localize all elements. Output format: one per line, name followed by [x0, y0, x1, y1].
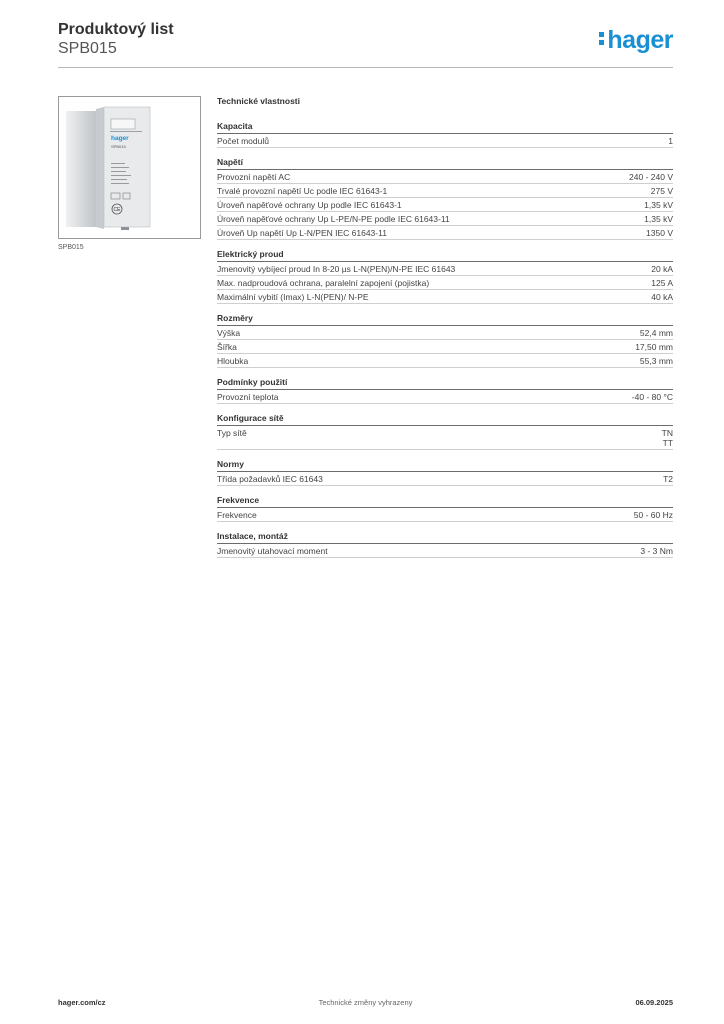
spec-value — [640, 546, 673, 556]
spec-row — [217, 226, 673, 240]
footer-date: 06.09.2025 — [635, 998, 673, 1007]
spec-label: Trvalé provozní napětí Uc podle IEC 61643-1 — [217, 186, 388, 196]
spec-label: Úroveň napěťové ochrany Up L-PE/N-PE podle IEC 61643-11 — [217, 214, 450, 224]
spec-label: Frekvence — [217, 510, 257, 520]
spec-value-line: 1,35 kV — [644, 200, 673, 210]
spec-label: Provozní napětí AC — [217, 172, 291, 182]
spec-value — [663, 474, 673, 484]
spec-section-title: Rozměry — [217, 313, 673, 326]
spec-value — [634, 510, 673, 520]
spec-label: Max. nadproudová ochrana, paralelní zapojení (pojistka) — [217, 278, 430, 288]
spec-row — [217, 170, 673, 184]
spec-value-line: 125 A — [651, 278, 673, 288]
spec-label: Třída požadavků IEC 61643 — [217, 474, 323, 484]
spec-label: Šířka — [217, 342, 237, 352]
spec-row — [217, 390, 673, 404]
spec-section — [217, 459, 673, 486]
spec-value-line: 1,35 kV — [644, 214, 673, 224]
spec-value — [640, 356, 673, 366]
spec-row — [217, 290, 673, 304]
spec-row — [217, 212, 673, 226]
spec-section-title: Elektrický proud — [217, 249, 673, 262]
spec-row — [217, 426, 673, 450]
spec-label: Typ sítě — [217, 428, 247, 438]
spec-section — [217, 157, 673, 240]
product-image-caption: SPB015 — [58, 244, 84, 251]
spec-row — [217, 134, 673, 148]
spec-section-title: Frekvence — [217, 495, 673, 508]
spec-value-line: 3 - 3 Nm — [640, 546, 673, 556]
spec-section-title: Napětí — [217, 157, 673, 170]
spec-value-line: -40 - 80 °C — [631, 392, 673, 402]
spec-value-line: 20 kA — [651, 264, 673, 274]
spec-label: Jmenovitý vybíjecí proud In 8-20 µs L-N(PEN)/N-PE IEC 61643 — [217, 264, 456, 274]
spec-section — [217, 121, 673, 148]
spec-row — [217, 354, 673, 368]
page-header — [58, 20, 673, 68]
spec-label: Úroveň napěťové ochrany Up podle IEC 61643-1 — [217, 200, 402, 210]
spec-value — [632, 392, 673, 402]
page-title: Produktový list — [58, 21, 174, 38]
spec-row — [217, 262, 673, 276]
spec-value — [629, 172, 673, 182]
spec-value — [651, 186, 673, 196]
spec-value-line: 17,50 mm — [635, 342, 673, 352]
spec-value — [646, 228, 673, 238]
specifications-heading: Technické vlastnosti — [217, 96, 300, 106]
spec-value-line: 52,4 mm — [639, 328, 673, 338]
spec-value-line: T2 — [663, 474, 673, 484]
spec-sections — [217, 121, 673, 558]
spec-section-title: Kapacita — [217, 121, 673, 134]
spec-value-line: 50 - 60 Hz — [633, 510, 673, 520]
footer-note: Technické změny vyhrazeny — [318, 998, 413, 1007]
spec-value-line: TN — [661, 428, 673, 438]
spec-row — [217, 508, 673, 522]
spec-row — [217, 472, 673, 486]
spec-label: Maximální vybití (Imax) L-N(PEN)/ N-PE — [217, 292, 369, 302]
spec-value-line: 1 — [668, 136, 673, 146]
spec-value — [635, 342, 673, 352]
spec-label: Hloubka — [217, 356, 249, 366]
spec-section-title: Konfigurace sítě — [217, 413, 673, 426]
spec-section — [217, 313, 673, 368]
product-code: SPB015 — [58, 40, 117, 57]
surge-protector-image — [64, 105, 194, 231]
spec-value-line: 40 kA — [651, 292, 673, 302]
spec-label: Jmenovitý utahovací moment — [217, 546, 328, 556]
specifications — [217, 96, 673, 567]
footer-website: hager.com/cz — [58, 998, 106, 1007]
spec-label: Počet modulů — [217, 136, 269, 146]
spec-value-line: 275 V — [650, 186, 673, 196]
hager-logo — [599, 26, 673, 55]
spec-section — [217, 531, 673, 558]
spec-section — [217, 377, 673, 404]
spec-value — [644, 214, 673, 224]
spec-row — [217, 340, 673, 354]
device-label-text: SPB015 — [111, 144, 126, 149]
logo-text: hager — [607, 26, 673, 54]
spec-section — [217, 413, 673, 450]
spec-row — [217, 198, 673, 212]
device-brand-text: hager — [111, 135, 129, 142]
spec-section — [217, 495, 673, 522]
spec-value — [651, 264, 673, 274]
spec-value-line: 55,3 mm — [639, 356, 673, 366]
spec-row — [217, 184, 673, 198]
spec-label: Výška — [217, 328, 241, 338]
spec-value — [662, 428, 673, 448]
spec-row — [217, 326, 673, 340]
spec-value — [640, 328, 673, 338]
spec-value-line: 240 - 240 V — [629, 172, 673, 182]
spec-section — [217, 249, 673, 304]
spec-section-title: Normy — [217, 459, 673, 472]
spec-value — [644, 200, 673, 210]
spec-label: Úroveň Up napětí Up L-N/PEN IEC 61643-11 — [217, 228, 387, 238]
spec-value — [668, 136, 673, 146]
spec-section-title: Instalace, montáž — [217, 531, 673, 544]
spec-value — [651, 278, 673, 288]
spec-row — [217, 544, 673, 558]
product-image-frame — [58, 96, 201, 239]
spec-value — [651, 292, 673, 302]
spec-label: Provozní teplota — [217, 392, 279, 402]
spec-value-line: TT — [662, 438, 673, 448]
svg-text:CE: CE — [113, 207, 121, 213]
spec-value-line: 1350 V — [646, 228, 673, 238]
spec-row — [217, 276, 673, 290]
spec-section-title: Podmínky použití — [217, 377, 673, 390]
